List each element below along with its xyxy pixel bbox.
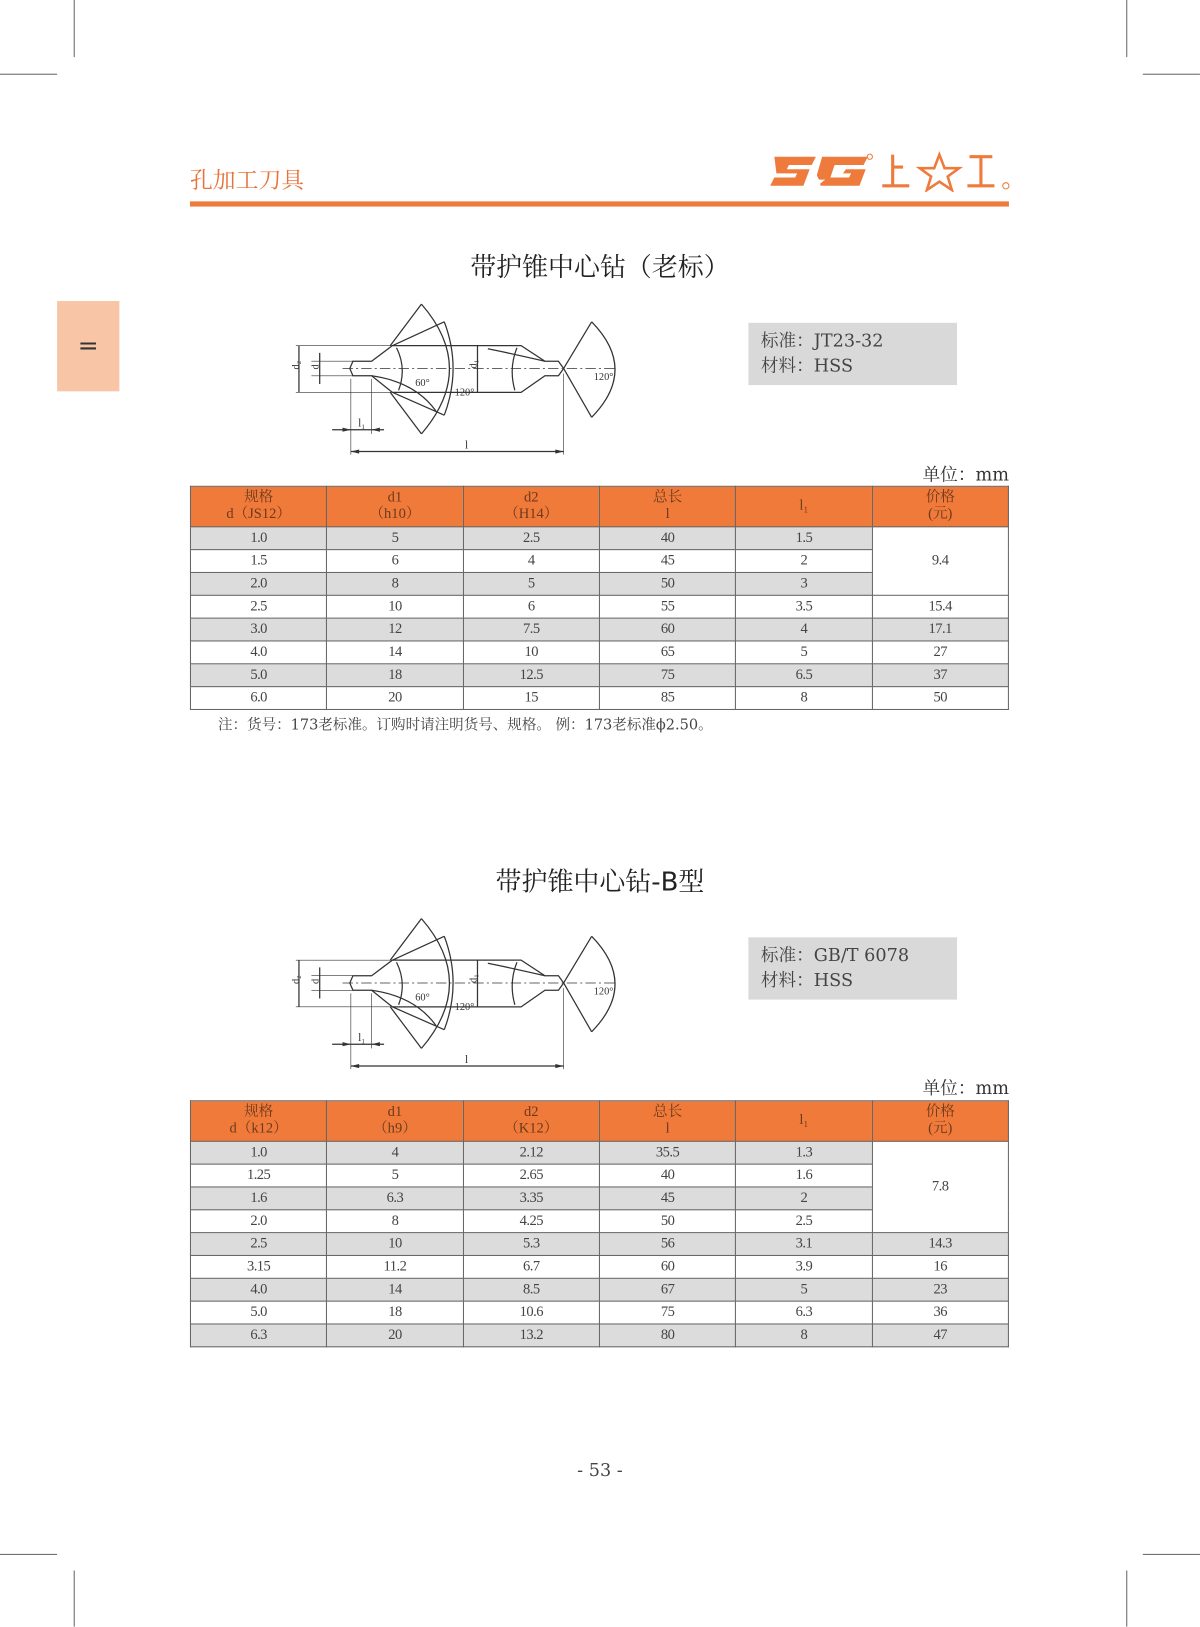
standard-label: 标准：GB/T 6078: [760, 945, 910, 967]
table-cell: 1.5: [736, 527, 872, 550]
dim-d-label: d: [310, 978, 322, 985]
table-cell: 3.15: [190, 1255, 326, 1278]
table-cell: 5: [463, 572, 599, 595]
table-cell: 1.3: [736, 1141, 872, 1164]
table-cell: 5.0: [190, 664, 326, 687]
angle-60-label: 60°: [415, 992, 430, 1004]
material-label: 材料：HSS: [760, 970, 854, 992]
price-cell: 23: [872, 1278, 1008, 1301]
price-cell: 7.8: [872, 1141, 1008, 1232]
dim-d2-label: d₂: [290, 360, 302, 370]
table-cell: 3.1: [736, 1233, 872, 1256]
price-cell: 16: [872, 1255, 1008, 1278]
price-cell: 17.1: [872, 618, 1008, 641]
tip-angle-label: 120°: [593, 986, 614, 998]
dim-l-label: l: [465, 439, 469, 452]
crop-mark: [74, 0, 75, 57]
column-header: 规格 d（k12）: [190, 1101, 326, 1141]
table-cell: 18: [327, 664, 463, 687]
angle-120-label: 120°: [454, 387, 475, 399]
table-cell: 5: [736, 641, 872, 664]
order-note: 注：货号：173老标准。订购时请注明货号、规格。 例：173老标准ϕ2.50。: [217, 717, 713, 734]
table-cell: 3.0: [190, 618, 326, 641]
crop-mark: [1126, 1570, 1127, 1626]
price-cell: 36: [872, 1301, 1008, 1324]
table-cell: 75: [599, 1301, 735, 1324]
table-cell: 5: [327, 1164, 463, 1187]
material-label: 材料：HSS: [760, 356, 854, 377]
table-cell: 4.0: [190, 1278, 326, 1301]
column-header: l₁: [736, 486, 872, 526]
header-row: [190, 486, 1008, 526]
table-cell: 4.0: [190, 641, 326, 664]
table-cell: 2.5: [190, 1233, 326, 1256]
table-cell: 35.5: [599, 1141, 735, 1164]
product-title: 带护锥中心钻（老标）: [470, 252, 730, 283]
table-cell: 12.5: [463, 664, 599, 687]
crop-mark: [0, 74, 57, 75]
spec-table: [190, 486, 1009, 710]
price-cell: 37: [872, 664, 1008, 687]
table-cell: 10: [327, 595, 463, 618]
table-cell: 6.3: [736, 1301, 872, 1324]
table-cell: 2: [736, 1187, 872, 1210]
table-cell: 5: [736, 1278, 872, 1301]
page-number: - 53 -: [577, 1460, 623, 1482]
table-cell: 2.5: [463, 527, 599, 550]
column-header: d2 （K12）: [463, 1101, 599, 1141]
table-cell: 60: [599, 618, 735, 641]
table-cell: 20: [327, 1324, 463, 1347]
angle-60-label: 60°: [415, 378, 430, 390]
table-cell: 56: [599, 1233, 735, 1256]
dim-d2-label: d₂: [290, 975, 302, 985]
table-cell: 40: [599, 527, 735, 550]
spec-box: [748, 323, 957, 385]
table-cell: 11.2: [327, 1255, 463, 1278]
dim-d1-label: d₁: [468, 359, 480, 369]
price-cell: 9.4: [872, 527, 1008, 596]
table-cell: 1.6: [190, 1187, 326, 1210]
spec-table: [190, 1100, 1009, 1347]
table-cell: 2.0: [190, 1210, 326, 1233]
angle-120-label: 120°: [454, 1001, 475, 1013]
table-cell: 80: [599, 1324, 735, 1347]
column-header: d1 （h9）: [327, 1101, 463, 1141]
table-cell: 1.25: [190, 1164, 326, 1187]
tip-angle-label: 120°: [593, 371, 614, 383]
table-cell: 55: [599, 595, 735, 618]
table-cell: 65: [599, 641, 735, 664]
table-cell: 75: [599, 664, 735, 687]
table-cell: 5.3: [463, 1233, 599, 1256]
table-cell: 10: [327, 1233, 463, 1256]
price-cell: 47: [872, 1324, 1008, 1347]
table-cell: 8: [736, 1324, 872, 1347]
table-cell: 20: [327, 687, 463, 710]
table-row: [190, 664, 1008, 687]
column-header: 总长 l: [599, 1101, 735, 1141]
table-cell: 3: [736, 572, 872, 595]
table-row: [190, 1233, 1008, 1256]
table-cell: 6.3: [327, 1187, 463, 1210]
column-header: 总长 l: [599, 486, 735, 526]
table-cell: 1.6: [736, 1164, 872, 1187]
table-cell: 2.12: [463, 1141, 599, 1164]
table-cell: 50: [599, 572, 735, 595]
table-cell: 60: [599, 1255, 735, 1278]
dim-l1-label: l₁: [358, 417, 366, 430]
table-cell: 67: [599, 1278, 735, 1301]
center-drill-diagram: [280, 301, 633, 457]
section-heading: 孔加工刀具: [189, 168, 305, 195]
table-row: [190, 595, 1008, 618]
product-title: 带护锥中心钻-B型: [495, 866, 705, 897]
table-cell: 6: [463, 595, 599, 618]
table-cell: 13.2: [463, 1324, 599, 1347]
column-header: d1 （h10）: [327, 486, 463, 526]
price-cell: 50: [872, 687, 1008, 710]
table-row: [190, 641, 1008, 664]
table-cell: 4.25: [463, 1210, 599, 1233]
table-cell: 8: [736, 687, 872, 710]
column-header: 价格 (元): [872, 1101, 1008, 1141]
table-cell: 6: [327, 550, 463, 573]
standard-label: 标准：JT23-32: [760, 331, 884, 352]
dim-d-label: d: [310, 364, 322, 370]
table-row: [190, 527, 1008, 550]
header-row: [190, 1101, 1008, 1141]
table-cell: 45: [599, 1187, 735, 1210]
column-header: l₁: [736, 1101, 872, 1141]
table-cell: 3.35: [463, 1187, 599, 1210]
table-row: [190, 1278, 1008, 1301]
header-divider: [190, 201, 1009, 206]
table-cell: 6.7: [463, 1255, 599, 1278]
dim-l-label: l: [465, 1053, 469, 1066]
dim-d1-label: d₁: [468, 974, 480, 983]
table-row: [190, 1141, 1008, 1164]
table-row: [190, 1255, 1008, 1278]
table-cell: 1.5: [190, 550, 326, 573]
column-header: 规格 d（JS12）: [190, 486, 326, 526]
crop-mark: [74, 1570, 75, 1626]
table-cell: 14: [327, 1278, 463, 1301]
price-cell: 15.4: [872, 595, 1008, 618]
table-cell: 3.5: [736, 595, 872, 618]
table-cell: 85: [599, 687, 735, 710]
unit-label: 单位：mm: [922, 465, 1009, 486]
crop-mark: [0, 1554, 57, 1555]
table-cell: 1.0: [190, 1141, 326, 1164]
table-cell: 2.0: [190, 572, 326, 595]
table-cell: 18: [327, 1301, 463, 1324]
table-row: [190, 687, 1008, 710]
table-cell: 6.3: [190, 1324, 326, 1347]
table-cell: 5.0: [190, 1301, 326, 1324]
table-cell: 5: [327, 527, 463, 550]
table-cell: 50: [599, 1210, 735, 1233]
table-cell: 15: [463, 687, 599, 710]
table-row: [190, 1324, 1008, 1347]
table-cell: 10.6: [463, 1301, 599, 1324]
table-cell: 8: [327, 1210, 463, 1233]
table-cell: 4: [736, 618, 872, 641]
table-cell: 1.0: [190, 527, 326, 550]
crop-mark: [1143, 74, 1200, 75]
table-cell: 14: [327, 641, 463, 664]
side-section-tab[interactable]: =: [57, 301, 119, 391]
table-cell: 40: [599, 1164, 735, 1187]
table-cell: 45: [599, 550, 735, 573]
crop-mark: [1126, 0, 1127, 57]
price-cell: 27: [872, 641, 1008, 664]
table-cell: 8.5: [463, 1278, 599, 1301]
table-cell: 8: [327, 572, 463, 595]
brand-logo: [770, 151, 1011, 193]
table-cell: 6.0: [190, 687, 326, 710]
table-cell: 2.65: [463, 1164, 599, 1187]
table-cell: 4: [327, 1141, 463, 1164]
spec-box: [748, 937, 957, 999]
table-cell: 2.5: [736, 1210, 872, 1233]
column-header: 价格 (元): [872, 486, 1008, 526]
column-header: d2 （H14）: [463, 486, 599, 526]
table-row: [190, 618, 1008, 641]
table-cell: 12: [327, 618, 463, 641]
price-cell: 14.3: [872, 1233, 1008, 1256]
table-cell: 2.5: [190, 595, 326, 618]
table-cell: 7.5: [463, 618, 599, 641]
table-cell: 2: [736, 550, 872, 573]
unit-label: 单位：mm: [922, 1078, 1009, 1100]
table-cell: 3.9: [736, 1255, 872, 1278]
dim-l1-label: l₁: [358, 1032, 366, 1045]
table-cell: 10: [463, 641, 599, 664]
center-drill-diagram: [280, 916, 633, 1072]
table-cell: 6.5: [736, 664, 872, 687]
crop-mark: [1143, 1554, 1200, 1555]
table-cell: 4: [463, 550, 599, 573]
table-row: [190, 1301, 1008, 1324]
